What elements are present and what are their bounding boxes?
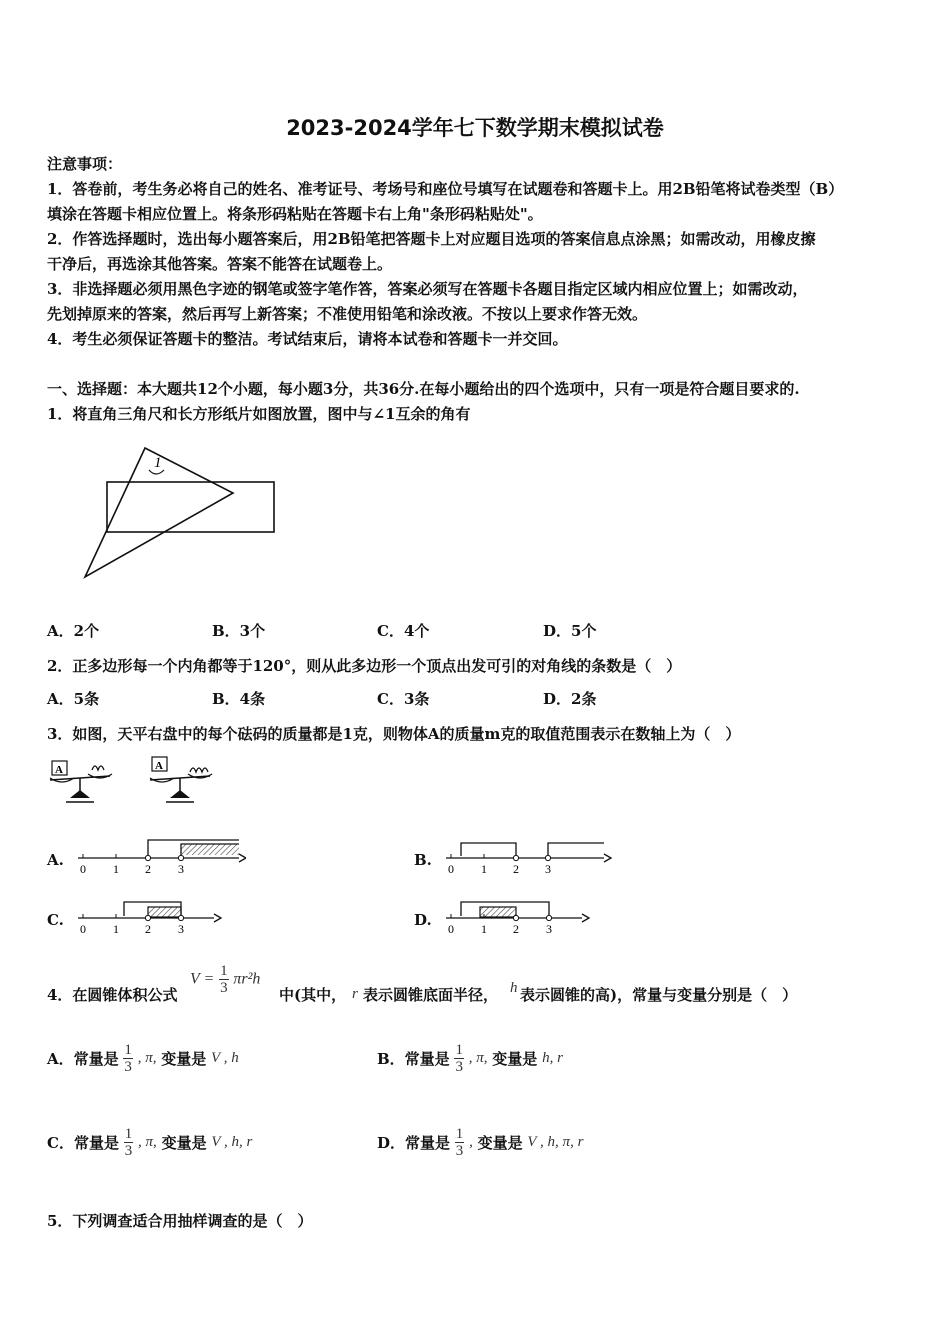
svg-text:2: 2 — [145, 922, 151, 936]
q3-option-d[interactable]: D. — [414, 911, 432, 929]
notice-line: 4．考生必须保证答题卡的整洁。考试结束后，请将本试卷和答题卡一并交回。 — [47, 330, 568, 348]
q2-option-c[interactable]: C．3条 — [377, 690, 430, 708]
svg-text:0: 0 — [80, 922, 86, 936]
svg-text:1: 1 — [481, 922, 487, 936]
q3-option-a[interactable]: A. — [47, 851, 64, 869]
question-3-stem: 3．如图，天平右盘中的每个砝码的质量都是1克，则物体A的质量m克的取值范围表示在数轴上为（ ） — [47, 725, 741, 743]
notice-line: 填涂在答题卡相应位置上。将条形码粘贴在答题卡右上角"条形码粘贴处"。 — [47, 205, 543, 223]
q1-option-d[interactable]: D．5个 — [543, 622, 597, 640]
volume-formula: V = $\frac{1}{3}$ πr²h — [190, 963, 261, 996]
q1-option-b[interactable]: B．3个 — [212, 622, 266, 640]
notice-line: 1．答卷前，考生务必将自己的姓名、准考证号、考场号和座位号填写在试题卷和答题卡上。用2B铅笔将试卷类型（B） — [47, 180, 844, 198]
number-line-a — [76, 835, 246, 877]
svg-text:1: 1 — [113, 862, 119, 876]
svg-text:2: 2 — [513, 862, 519, 876]
rectangle-paper — [107, 482, 274, 532]
q4-option-a[interactable]: A．常量是 $\frac{1}{3}$ , π, 变量是 V , h — [47, 1042, 239, 1075]
notice-line: 干净后，再选涂其他答案。答案不能答在试题卷上。 — [47, 255, 393, 273]
number-line-c — [76, 895, 226, 937]
question-4-mid2: 表示圆锥底面半径， — [363, 986, 499, 1004]
notice-heading: 注意事项： — [47, 155, 123, 173]
page-title: 2023-2024学年七下数学期末模拟试卷 — [286, 116, 664, 140]
svg-text:0: 0 — [80, 862, 86, 876]
question-4-mid3: 表示圆锥的高)，常量与变量分别是（ ） — [520, 986, 798, 1004]
var-r: r — [352, 986, 358, 1002]
question-4-prefix: 4．在圆锥体积公式 — [47, 986, 178, 1004]
svg-text:2: 2 — [145, 862, 151, 876]
question-2-stem: 2．正多边形每一个内角都等于120°，则从此多边形一个顶点出发可引的对角线的条数是（ ） — [47, 657, 682, 675]
q1-option-c[interactable]: C．4个 — [377, 622, 430, 640]
svg-text:2: 2 — [513, 922, 519, 936]
q4-option-b[interactable]: B．常量是 $\frac{1}{3}$ , π, 变量是 h, r — [377, 1042, 563, 1075]
q2-option-b[interactable]: B．4条 — [212, 690, 266, 708]
balance-scales-figure — [44, 752, 229, 807]
q4-option-d[interactable]: D．常量是 $\frac{1}{3}$ , 变量是 V , h, π, r — [377, 1126, 584, 1159]
number-line-b — [444, 835, 614, 877]
svg-text:0: 0 — [448, 862, 454, 876]
object-a-label: A — [155, 760, 163, 772]
notice-line: 先划掉原来的答案，然后再写上新答案；不准使用铅笔和涂改液。不按以上要求作答无效。 — [47, 305, 648, 323]
q4-option-c[interactable]: C．常量是 $\frac{1}{3}$ , π, 变量是 V , h, r — [47, 1126, 253, 1159]
svg-text:3: 3 — [546, 922, 552, 936]
triangle-rectangle-figure — [76, 440, 286, 585]
svg-text:3: 3 — [545, 862, 551, 876]
q2-option-d[interactable]: D．2条 — [543, 690, 597, 708]
notice-line: 2．作答选择题时，选出每小题答案后，用2B铅笔把答题卡上对应题目选项的答案信息点涂黑；如需改动，用橡皮擦 — [47, 230, 816, 248]
question-5-stem: 5．下列调查适合用抽样调查的是（ ） — [47, 1212, 313, 1230]
svg-text:3: 3 — [178, 922, 184, 936]
svg-text:3: 3 — [178, 862, 184, 876]
question-1-stem: 1．将直角三角尺和长方形纸片如图放置，图中与∠1互余的角有 — [47, 405, 471, 423]
q2-option-a[interactable]: A．5条 — [47, 690, 100, 708]
number-line-d — [444, 895, 594, 937]
notice-line: 3．非选择题必须用黑色字迹的钢笔或签字笔作答，答案必须写在答题卡各题目指定区域内相应位置上；如需改动， — [47, 280, 808, 298]
object-a-label: A — [55, 764, 63, 776]
q3-option-b[interactable]: B. — [414, 851, 432, 869]
q1-option-a[interactable]: A．2个 — [47, 622, 100, 640]
svg-text:1: 1 — [481, 862, 487, 876]
q3-option-c[interactable]: C. — [47, 911, 64, 929]
angle-label: 1 — [154, 455, 162, 471]
question-4-mid1: 中(其中， — [279, 986, 347, 1004]
section-heading: 一、选择题：本大题共12个小题，每小题3分，共36分.在每小题给出的四个选项中，只有一项是符合题目要求的. — [47, 380, 800, 398]
svg-text:0: 0 — [448, 922, 454, 936]
var-h: h — [510, 980, 518, 996]
svg-text:1: 1 — [113, 922, 119, 936]
